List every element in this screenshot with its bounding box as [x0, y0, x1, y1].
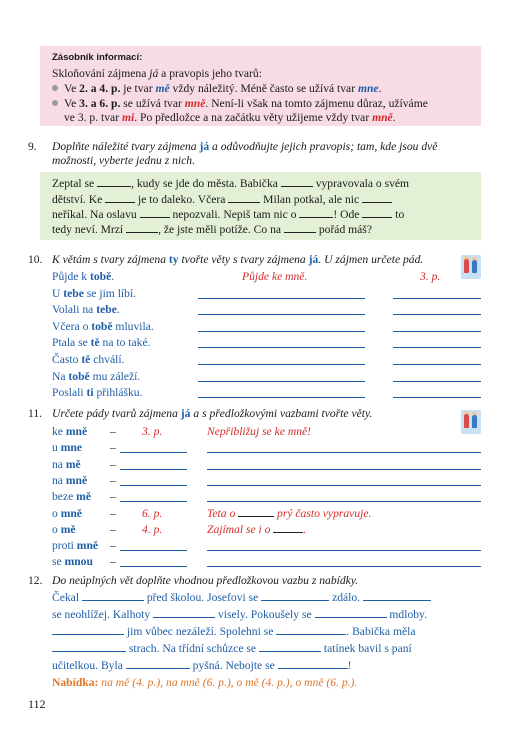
ex10-row: Na tobě mu záleží. [52, 369, 141, 383]
blank[interactable] [278, 658, 348, 669]
answer-line[interactable] [393, 364, 481, 365]
answer-line[interactable] [198, 314, 365, 315]
ex11-row: se mnou [52, 555, 93, 569]
ex11-row: o mně [52, 506, 82, 520]
info-bullet-2: Ve 3. a 6. p. se užívá tvar mně. Není-li však na tomto zájmenu důraz, užíváme [52, 96, 428, 111]
case-line[interactable] [120, 566, 187, 567]
ex12-instruction: Do neúplných vět doplňte vhodnou předložkovou vazbu z nabídky. [52, 574, 359, 587]
sentence-answer: Nepřibližuj se ke mně! [207, 425, 311, 438]
case-line[interactable] [120, 469, 187, 470]
ex9-instruction: Doplňte náležité tvary zájmena já a odůvodňujte jejich pravopis; tam, kde jsou dvě [52, 140, 438, 153]
blank[interactable] [126, 222, 158, 233]
ex10-row: Volali na tebe. [52, 303, 120, 317]
ex10-row: Často tě chválí. [52, 353, 125, 366]
blank[interactable] [105, 192, 135, 203]
sentence-line[interactable] [207, 469, 481, 470]
blank[interactable] [259, 641, 321, 652]
case-line[interactable] [120, 550, 187, 551]
dash: – [110, 539, 116, 553]
dash: – [110, 490, 116, 504]
case-answer: 4. p. [142, 522, 163, 536]
answer-line[interactable] [198, 347, 365, 348]
ex12-line-4: strach. Na třídní schůzce se tatínek bavil s paní [52, 641, 412, 656]
case-line[interactable] [120, 452, 187, 453]
sentence-line[interactable] [207, 485, 481, 486]
ex9-instruction-2: možnosti, vyberte jednu z nich. [52, 154, 195, 167]
ex11-number: 11. [28, 407, 43, 420]
ex11-row: u mne [52, 441, 82, 455]
ex10-row: U tebe se jim líbí. [52, 286, 137, 300]
ex9-line-1: Zeptal se , kudy se jde do města. Babička vypravovala o svém [52, 177, 410, 190]
ex12-line-3: jim vůbec nezáleží. Spolehni se . Babička měla [52, 624, 416, 639]
ex9-line-3: neříkal. Na oslavu nepozvali. Nepiš tam nic o ! Ode to [52, 208, 405, 221]
case-line[interactable] [120, 501, 187, 502]
dash: – [110, 506, 116, 520]
case-line[interactable] [120, 485, 187, 486]
ex10-row: Ptala se tě na to také. [52, 336, 151, 350]
bullet-icon [52, 85, 58, 91]
ex9-line-4: tedy neví. Mrzí , že jste měli potíže. Co na pořád máš? [52, 223, 372, 236]
answer-line[interactable] [393, 331, 481, 332]
answer-line[interactable] [198, 381, 365, 382]
blank[interactable] [273, 522, 303, 533]
sentence-line[interactable] [207, 550, 481, 551]
blank[interactable] [97, 176, 131, 187]
answer-line[interactable] [198, 298, 365, 299]
answer-line[interactable] [393, 314, 481, 315]
blank[interactable] [52, 641, 126, 652]
sentence-answer: Teta o prý často vypravuje. [207, 506, 372, 520]
answer-line[interactable] [198, 364, 365, 365]
blank[interactable] [126, 658, 190, 669]
case-answer: 3. p. [142, 425, 163, 438]
blank[interactable] [281, 176, 313, 187]
sentence-answer: Zajímal se i o . [207, 522, 307, 536]
ex10-instruction: K větám s tvary zájmena ty tvořte věty s tvary zájmena já. U zájmen určete pád. [52, 253, 424, 266]
sentence-line[interactable] [207, 501, 481, 502]
answer-line[interactable] [393, 347, 481, 348]
ex10-example-case: 3. p. [420, 270, 441, 283]
answer-line[interactable] [393, 381, 481, 382]
page-number: 112 [28, 697, 46, 711]
ex10-row: Poslali ti přihlášku. [52, 386, 143, 400]
ex10-example-answer: Půjde ke mně. [242, 270, 308, 283]
blank[interactable] [276, 624, 346, 635]
case-answer: 6. p. [142, 506, 163, 520]
info-title: Zásobník informací: [52, 52, 143, 63]
ex11-row: na mně [52, 473, 88, 487]
dash: – [110, 425, 116, 438]
answer-line[interactable] [198, 397, 365, 398]
ex11-row: na mě [52, 457, 81, 471]
ex9-line-2: dětství. Ke je to daleko. Včera Milan potkal, ale nic [52, 192, 392, 207]
ex12-line-1: Čekal před školou. Josefovi se zdálo. [52, 590, 431, 605]
ex11-row: proti mně [52, 539, 99, 553]
blank[interactable] [362, 192, 392, 203]
dash: – [110, 555, 116, 569]
dash: – [110, 522, 116, 536]
blank[interactable] [228, 192, 260, 203]
ex10-number: 10. [28, 253, 43, 266]
ex11-row: o mě [52, 522, 76, 536]
answer-line[interactable] [393, 397, 481, 398]
info-bullet-2-cont: ve 3. p. tvar mi. Po předložce a na začátku věty užijeme vždy tvar mně. [64, 111, 396, 124]
blank[interactable] [153, 607, 215, 618]
dash: – [110, 441, 116, 455]
blank[interactable] [315, 607, 387, 618]
blank[interactable] [261, 590, 329, 601]
ex10-row: Půjde k tobě. [52, 270, 115, 283]
ex11-row: ke mně [52, 425, 88, 438]
dash: – [110, 457, 116, 471]
blank[interactable] [284, 222, 316, 233]
blank[interactable] [362, 207, 392, 218]
dash: – [110, 473, 116, 487]
blank[interactable] [82, 590, 144, 601]
ex12-line-2: se neohlížej. Kalhoty visely. Pokoušely se mdloby. [52, 608, 427, 621]
ex12-number: 12. [28, 574, 43, 587]
info-line-1: Skloňování zájmena já a pravopis jeho tvarů: [52, 67, 262, 80]
blank[interactable] [299, 207, 333, 218]
ex12-offer: Nabídka: na mě (4. p.), na mně (6. p.), o mě (4. p.), o mně (6. p.). [52, 676, 358, 689]
blank[interactable] [363, 590, 431, 601]
blank[interactable] [52, 624, 124, 635]
ex9-number: 9. [28, 140, 37, 153]
pair-work-icon [461, 255, 481, 279]
sentence-line[interactable] [207, 452, 481, 453]
blank[interactable] [238, 506, 274, 517]
answer-line[interactable] [393, 298, 481, 299]
sentence-line[interactable] [207, 566, 481, 567]
ex11-row: beze mě [52, 490, 91, 504]
info-bullet-1: Ve 2. a 4. p. je tvar mě vždy náležitý. Méně často se užívá tvar mne. [52, 81, 382, 96]
ex10-row: Včera o tobě mluvila. [52, 319, 154, 333]
ex11-instruction: Určete pády tvarů zájmena já a s předložkovými vazbami tvořte věty. [52, 407, 373, 420]
pair-work-icon [461, 410, 481, 434]
ex12-line-5: učitelkou. Byla pyšná. Nebojte se ! [52, 659, 352, 672]
blank[interactable] [140, 207, 170, 218]
answer-line[interactable] [198, 331, 365, 332]
bullet-icon [52, 100, 58, 106]
